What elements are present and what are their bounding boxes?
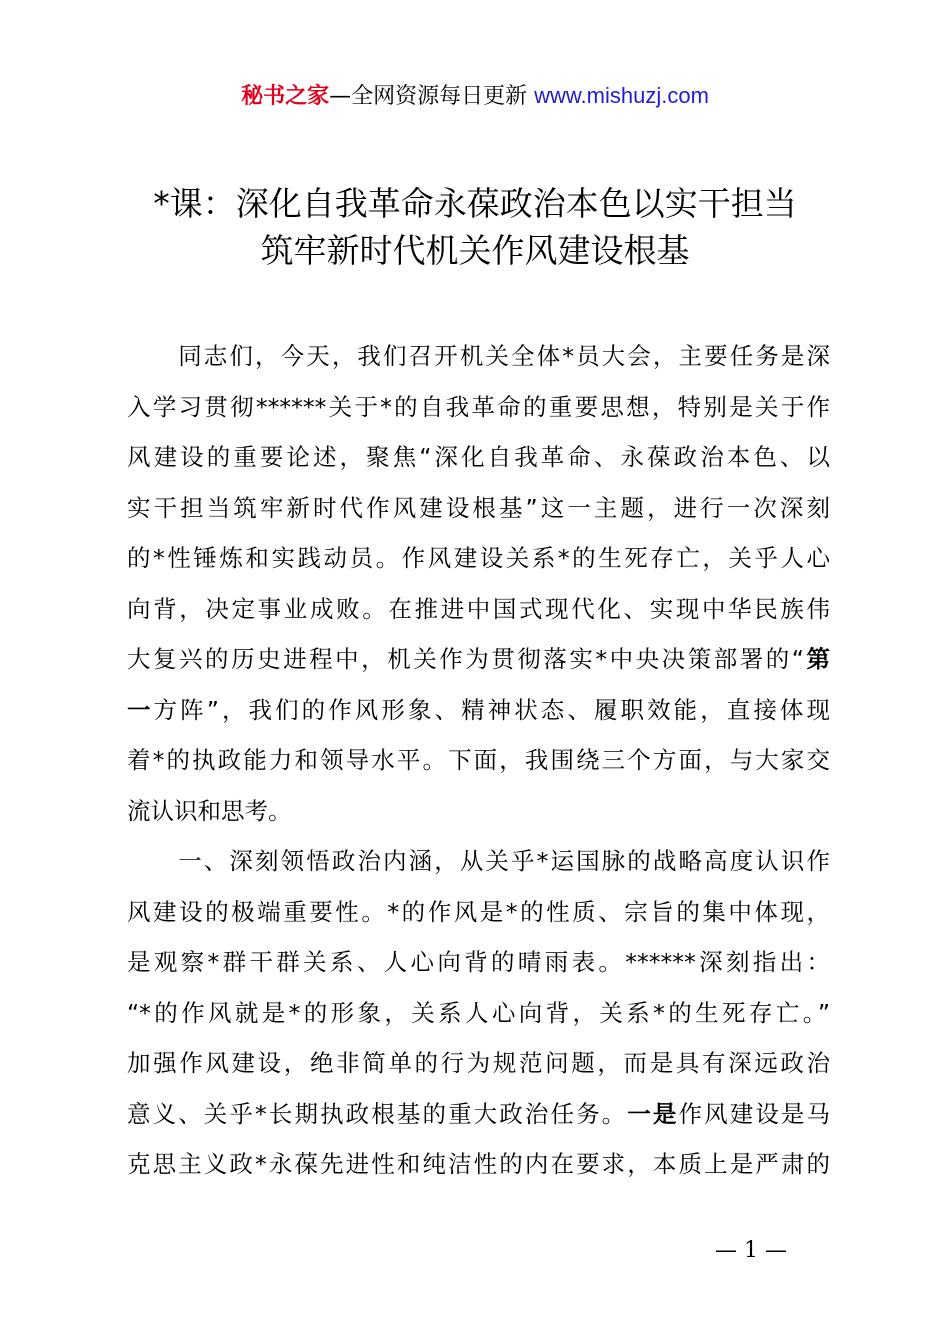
section-heading-line: 一、深刻领悟政治内涵，从关乎*运国脉的战略高度认识作 — [127, 847, 830, 875]
text-line: “*的作风就是*的形象，关系人心向背，关系*的生死存亡。” — [127, 998, 830, 1027]
bold-emphasis: 一 — [127, 695, 154, 724]
document-title — [0, 180, 950, 274]
bold-emphasis: 一是 — [627, 1099, 679, 1128]
text-segment: 意义、关乎*长期执政根基的重大政治任务。 — [127, 1099, 628, 1128]
text-line: 入学习贯彻******关于*的自我革命的重要思想，特别是关于作 — [127, 392, 830, 421]
text-line: 流认识和思考。 — [127, 796, 292, 825]
document-body — [127, 331, 830, 1190]
site-url-link[interactable]: www.mishuzj.com — [534, 83, 709, 108]
text-segment: 大复兴的历史进程中，机关作为贯彻落实*中央决策部署的“ — [127, 645, 804, 673]
text-line: 风建设的极端重要性。*的作风是*的性质、宗旨的集中体现， — [127, 897, 830, 926]
text-line: 的*性锤炼和实践动员。作风建设关系*的生死存亡，关乎人心 — [127, 544, 830, 572]
text-segment: 作风建设是马 — [678, 1099, 831, 1128]
site-brand: 秘书之家 — [241, 84, 330, 109]
text-segment: 方阵”，我们的作风形象、精神状态、履职效能，直接体现 — [153, 695, 830, 724]
text-line: 克思主义政*永葆先进性和纯洁性的内在要求，本质上是严肃的 — [127, 1150, 830, 1178]
text-line: 加强作风建设，绝非简单的行为规范问题，而是具有深远政治 — [127, 1049, 830, 1077]
paragraph-intro — [127, 331, 830, 836]
site-tagline: —全网资源每日更新 — [329, 84, 535, 109]
bold-emphasis: 第 — [803, 645, 830, 673]
title-line-2: 筑牢新时代机关作风建设根基 — [260, 231, 690, 270]
text-line: 实干担当筑牢新时代作风建设根基”这一主题，进行一次深刻 — [127, 493, 830, 522]
text-line — [127, 634, 830, 685]
text-line — [127, 685, 830, 736]
text-line: 着*的执政能力和领导水平。下面，我围绕三个方面，与大家交 — [127, 746, 830, 774]
text-line: 是观察*群干群关系、人心向背的晴雨表。******深刻指出： — [127, 948, 830, 976]
page-number: — 1 — — [715, 1238, 787, 1263]
site-banner — [0, 80, 950, 113]
text-line: 同志们，今天，我们召开机关全体*员大会，主要任务是深 — [127, 342, 830, 370]
text-line: 风建设的重要论述，聚焦“深化自我革命、永葆政治本色、以 — [127, 443, 830, 471]
title-line-1: *课：深化自我革命永葆政治本色以实干担当 — [153, 184, 797, 223]
text-line: 向背，决定事业成败。在推进中国式现代化、实现中华民族伟 — [127, 594, 830, 623]
text-line — [127, 1089, 830, 1140]
paragraph-section-one — [127, 836, 830, 1190]
